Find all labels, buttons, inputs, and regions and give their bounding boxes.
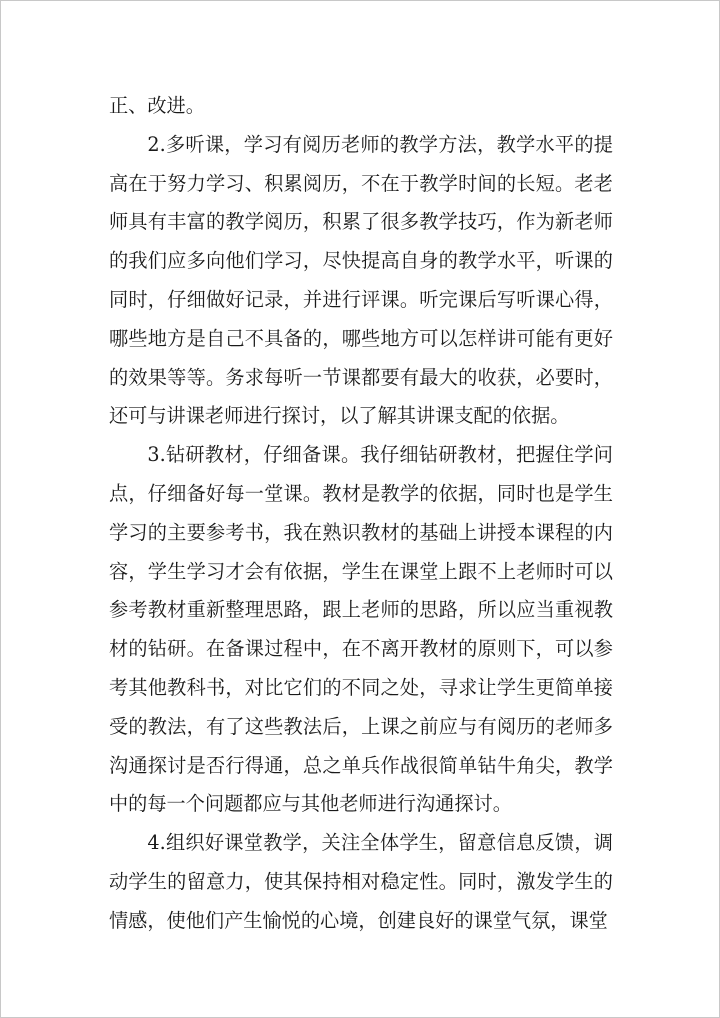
- paragraph-continuation: 正、改进。: [109, 94, 205, 117]
- paragraph-item-2-listen-to-classes: 2.多听课，学习有阅历老师的教学方法，教学水平的提高在于努力学习、积累阅历，不在于教学时间的长短。老老师具有丰富的教学阅历，积累了很多教学技巧，作为新老师的我们应多向他们学习，尽快提高自身的教学水平，听课的同时，仔细做好记录，并进行评课。听完课后写听课心得，哪些地方是自己不具备的，哪些地方可以怎样讲可能有更好的效果等等。务求每听一节课都要有最大的收获，必要时，还可与讲课老师进行探讨，以了解其讲课支配的依据。: [109, 132, 613, 428]
- document-body: [109, 87, 613, 941]
- paragraph-item-4-classroom-teaching: 4.组织好课堂教学，关注全体学生，留意信息反馈，调动学生的留意力，使其保持相对稳定性。同时，激发学生的情感，使他们产生愉悦的心境，创建良好的课堂气氛，课堂: [109, 831, 613, 932]
- paragraph-item-3-study-textbooks: 3.钻研教材，仔细备课。我仔细钻研教材，把握住学问点，仔细备好每一堂课。教材是教学的依据，同时也是学生学习的主要参考书，我在熟识教材的基础上讲授本课程的内容，学生学习才会有依据，学生在课堂上跟不上老师时可以参考教材重新整理思路，跟上老师的思路，所以应当重视教材的钻研。在备课过程中，在不离开教材的原则下，可以参考其他教科书，对比它们的不同之处，寻求让学生更简单接受的教法，有了这些教法后，上课之前应与有阅历的老师多沟通探讨是否行得通，总之单兵作战很简单钻牛角尖，教学中的每一个问题都应与其他老师进行沟通探讨。: [109, 443, 613, 816]
